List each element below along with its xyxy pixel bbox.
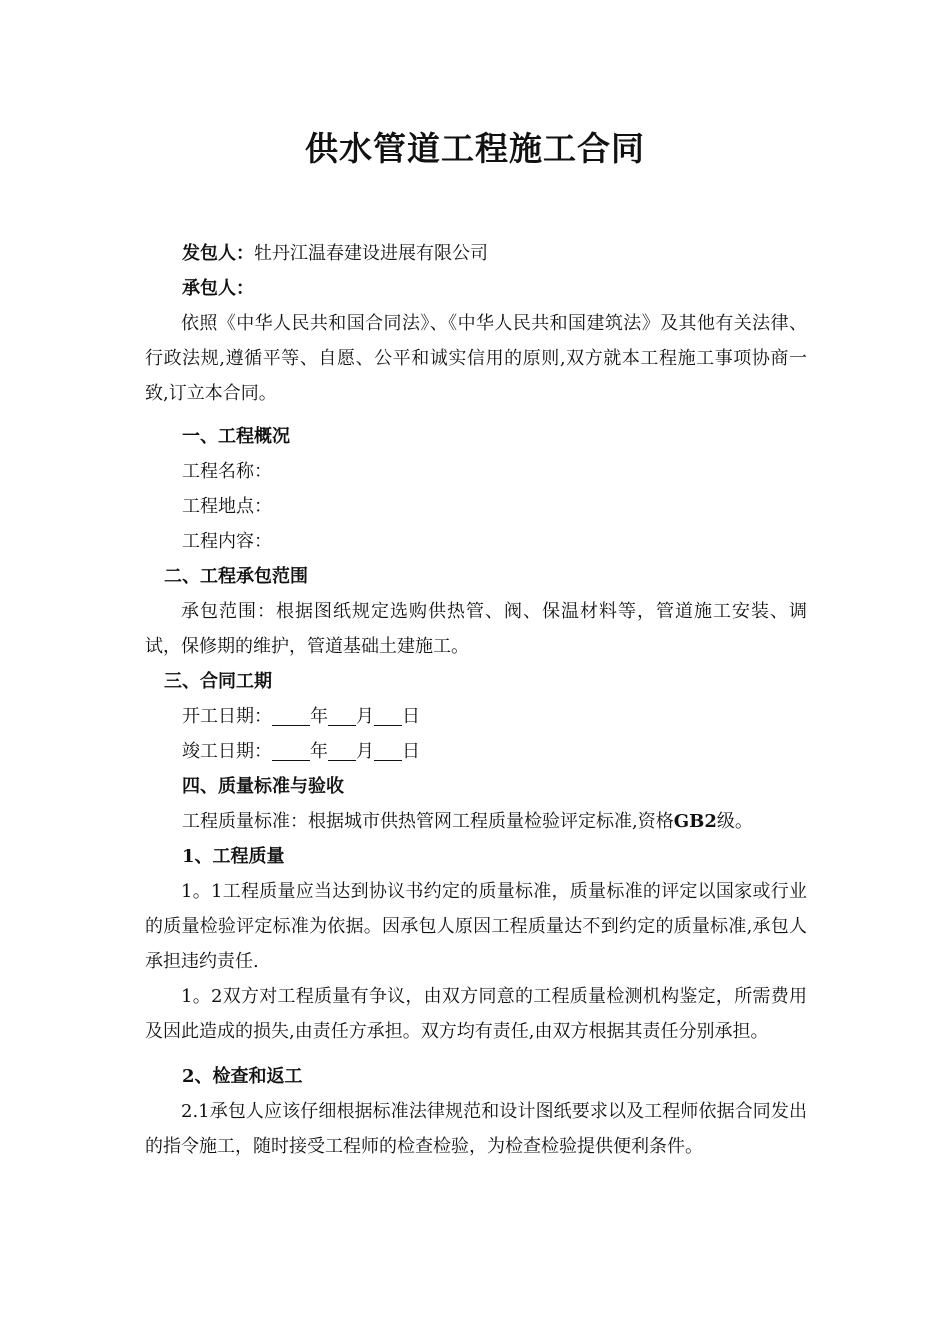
clause-1-2: 1。2双方对工程质量有争议，由双方同意的工程质量检测机构鉴定，所需费用及因此造成的损失,由责任方承担。双方均有责任,由双方根据其责任分别承担。 [145, 986, 807, 1042]
month-blank [328, 740, 356, 761]
start-date-label: 开工日期： [182, 706, 272, 727]
clause-1-1: 1。1工程质量应当达到协议书约定的质量标准，质量标准的评定以国家或行业的质量检验评定标准为依据。因承包人原因工程质量达不到约定的质量标准,承包人承担违约责任. [145, 881, 807, 972]
end-date-line [145, 734, 807, 769]
quality-grade: GB2 [673, 811, 717, 832]
party-b-line [145, 271, 807, 306]
party-a-value: 牡丹江温春建设进展有限公司 [254, 243, 488, 264]
month-char: 月 [356, 741, 374, 762]
day-char: 日 [402, 741, 420, 762]
month-blank [328, 705, 356, 726]
day-blank [374, 740, 402, 761]
section-1-heading: 一、工程概况 [182, 426, 290, 447]
section-3-heading: 三、合同工期 [164, 671, 272, 692]
year-blank [272, 740, 310, 761]
year-blank [272, 705, 310, 726]
section-2-heading: 二、工程承包范围 [164, 566, 308, 587]
year-char: 年 [310, 706, 328, 727]
section-4-heading: 四、质量标准与验收 [182, 776, 344, 797]
document-body [145, 236, 807, 1164]
quality-standard-suffix: 级。 [716, 811, 753, 832]
party-a-line [145, 236, 807, 271]
subsection-1-heading: 1、工程质量 [182, 846, 285, 867]
month-char: 月 [356, 706, 374, 727]
quality-standard-text: 工程质量标准：根据城市供热管网工程质量检验评定标准,资格 [182, 811, 674, 832]
quality-standard-line [145, 804, 807, 839]
subsection-2-heading: 2、检查和返工 [182, 1066, 303, 1087]
preamble-paragraph: 依照《中华人民共和国合同法》、《中华人民共和国建筑法》及其他有关法律、行政法规,遵循平等、自愿、公平和诚实信用的原则,双方就本工程施工事项协商一致,订立本合同。 [145, 313, 807, 404]
party-a-label: 发包人： [182, 243, 254, 264]
clause-2-1: 2.1承包人应该仔细根据标准法律规范和设计图纸要求以及工程师依据合同发出的指令施工，随时接受工程师的检查检验，为检查检验提供便利条件。 [145, 1101, 807, 1157]
day-blank [374, 705, 402, 726]
project-name-line: 工程名称： [182, 461, 272, 482]
document-title: 供水管道工程施工合同 [305, 129, 645, 168]
project-content-line: 工程内容： [182, 531, 272, 552]
day-char: 日 [402, 706, 420, 727]
party-b-label: 承包人： [182, 278, 254, 299]
project-location-line: 工程地点： [182, 496, 272, 517]
year-char: 年 [310, 741, 328, 762]
start-date-line [145, 699, 807, 734]
scope-paragraph: 承包范围：根据图纸规定选购供热管、阀、保温材料等，管道施工安装、调试，保修期的维护，管道基础土建施工。 [145, 601, 807, 657]
end-date-label: 竣工日期： [182, 741, 272, 762]
